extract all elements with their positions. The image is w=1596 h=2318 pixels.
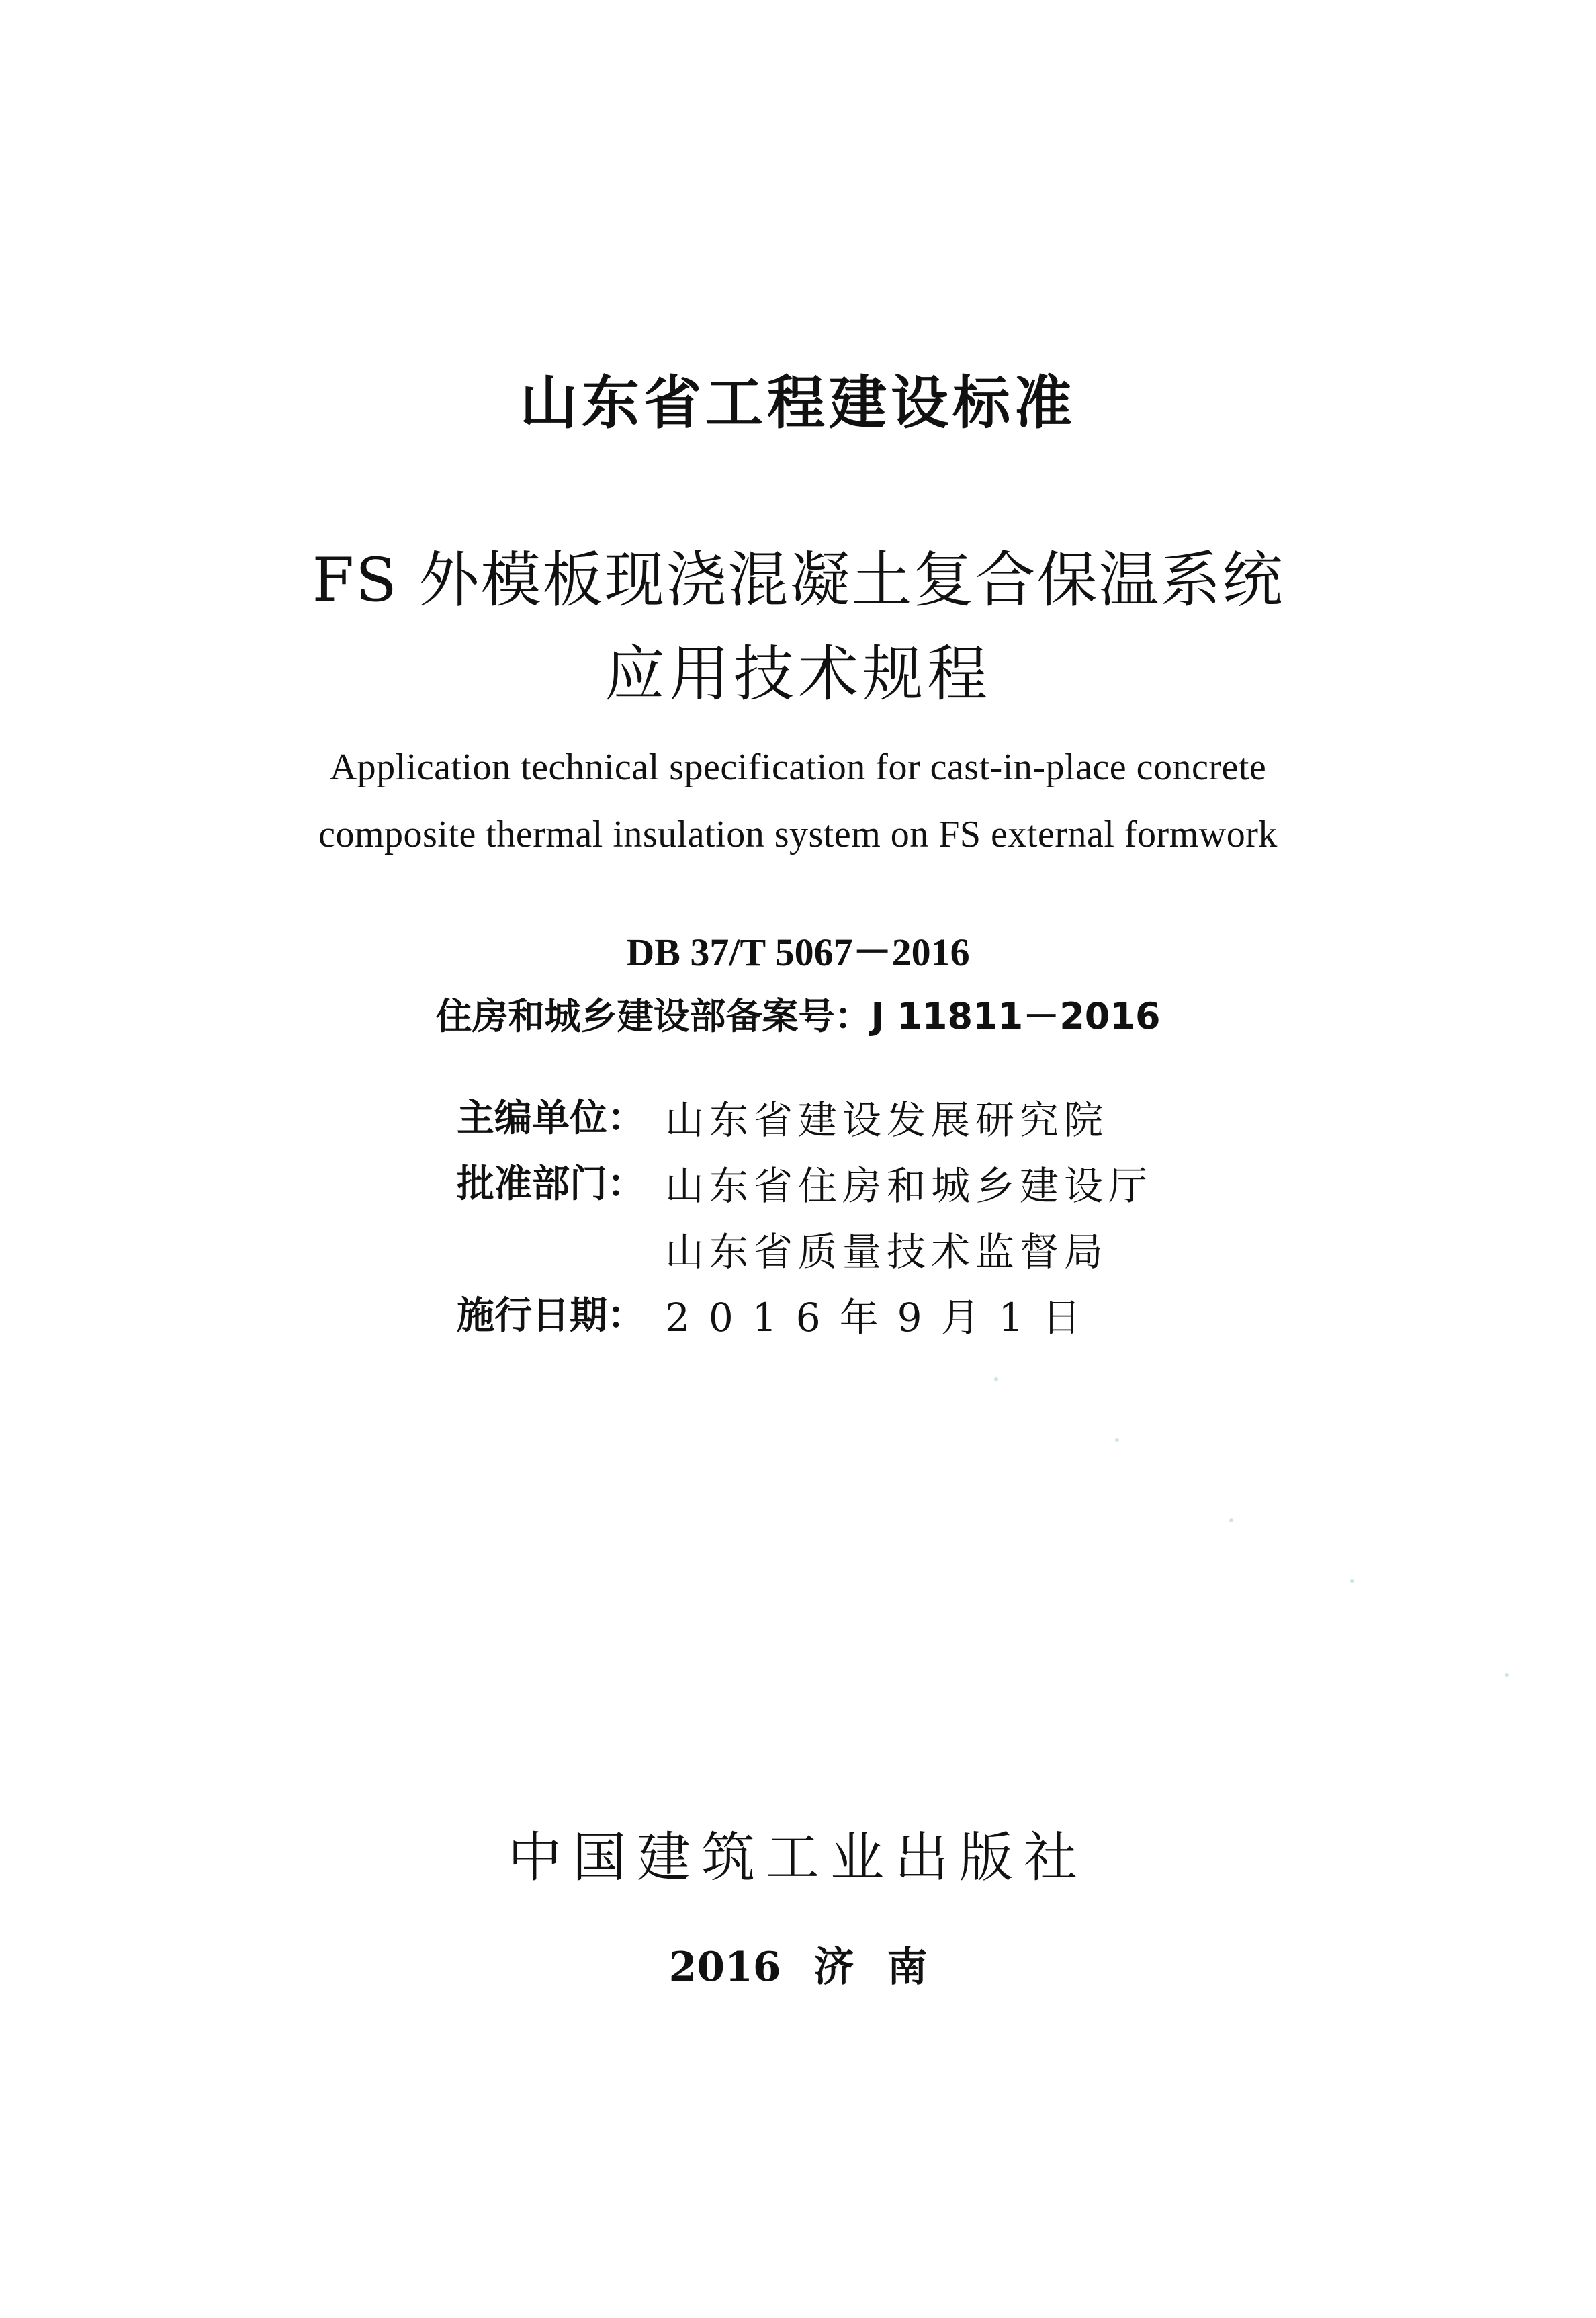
- editor-value: 山东省建设发展研究院: [665, 1097, 1109, 1143]
- scan-speck: [1505, 1673, 1509, 1677]
- english-title-line-2: composite thermal insulation system on FS external formwork: [318, 814, 1278, 855]
- publication-year: 2016: [668, 1944, 781, 1991]
- effective-date-value: 2016年9月1日: [665, 1295, 1100, 1340]
- record-number: 住房和城乡建设部备案号：J 11811－2016: [435, 995, 1161, 1037]
- main-title-line-1: FS 外模板现浇混凝土复合保温系统: [312, 545, 1284, 615]
- editor-label: 主编单位：: [457, 1097, 645, 1140]
- english-title-line-1: Application technical specification for cast-in-place concrete: [329, 746, 1267, 788]
- scan-speck: [1229, 1518, 1233, 1522]
- publication-place: [0, 1935, 1596, 1993]
- approver-row-2: [0, 1220, 1596, 1286]
- publisher-name: 中国建筑工业出版社: [508, 1826, 1088, 1889]
- approver-row: [0, 1154, 1596, 1220]
- effective-date-row: [0, 1286, 1596, 1352]
- standard-code: DB 37/T 5067－2016: [626, 931, 970, 974]
- publication-info: [0, 1088, 1596, 1352]
- scan-speck: [1115, 1438, 1119, 1442]
- series-title: 山东省工程建设标准: [520, 370, 1076, 437]
- approver-value-2: 山东省质量技术监督局: [665, 1229, 1109, 1275]
- scan-speck: [1350, 1579, 1354, 1583]
- editor-row: [0, 1088, 1596, 1154]
- approver-label: 批准部门：: [457, 1162, 645, 1206]
- scan-speck: [994, 1377, 998, 1381]
- publication-city: 济 南: [813, 1944, 928, 1991]
- effective-date-label: 施行日期：: [457, 1294, 645, 1338]
- main-title-line-2: 应用技术规程: [605, 639, 991, 710]
- approver-value-1: 山东省住房和城乡建设厅: [665, 1163, 1153, 1209]
